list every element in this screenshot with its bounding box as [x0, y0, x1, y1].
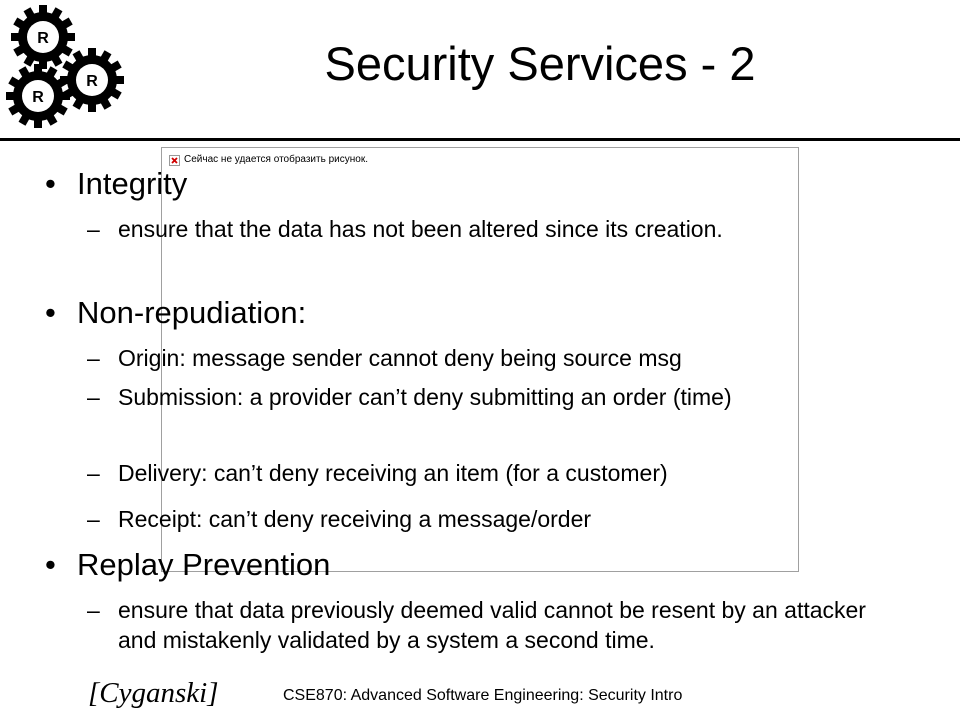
logo-letter: R [37, 30, 49, 47]
sub-item-text: Delivery: can’t deny receiving an item (for a customer) [118, 460, 668, 486]
slide-title: Security Services - 2 [324, 37, 756, 90]
logo-letter: R [32, 89, 44, 106]
dash-marker: – [87, 597, 100, 623]
dash-marker: – [87, 506, 100, 532]
bullet-integrity [45, 166, 187, 202]
sub-item-text: Submission: a provider can’t deny submitting an order (time) [118, 384, 732, 410]
sub-item [87, 214, 907, 244]
dash-marker: – [87, 345, 100, 371]
bullet-text: Replay Prevention [77, 547, 331, 582]
bullet-replay-prevention [45, 547, 330, 583]
sub-item [87, 343, 907, 373]
sub-item [87, 382, 907, 412]
bullet-marker: • [45, 547, 56, 582]
footer-author: [Cyganski] [88, 677, 219, 709]
sub-item-text: Receipt: can’t deny receiving a message/order [118, 506, 592, 532]
logo-letter: R [86, 73, 98, 90]
sub-item-text: ensure that data previously deemed valid cannot be resent by an attacker and mistakenly validated by a system a second time. [118, 597, 866, 653]
dash-marker: – [87, 216, 100, 242]
bullet-marker: • [45, 166, 56, 201]
bullet-non-repudiation [45, 295, 306, 331]
bullet-marker: • [45, 295, 56, 330]
dash-marker: – [87, 460, 100, 486]
sub-item [87, 595, 907, 655]
image-error-message: Сейчас не удается отобразить рисунок. [184, 154, 368, 165]
sub-item [87, 458, 907, 488]
sub-item-text: ensure that the data has not been altered since its creation. [118, 216, 723, 242]
bullet-text: Integrity [77, 166, 188, 201]
footer-course: CSE870: Advanced Software Engineering: Security Intro [283, 687, 683, 704]
sub-item [87, 504, 907, 534]
dash-marker: – [87, 384, 100, 410]
sub-item-text: Origin: message sender cannot deny being source msg [118, 345, 682, 371]
bullet-text: Non-repudiation: [77, 295, 307, 330]
